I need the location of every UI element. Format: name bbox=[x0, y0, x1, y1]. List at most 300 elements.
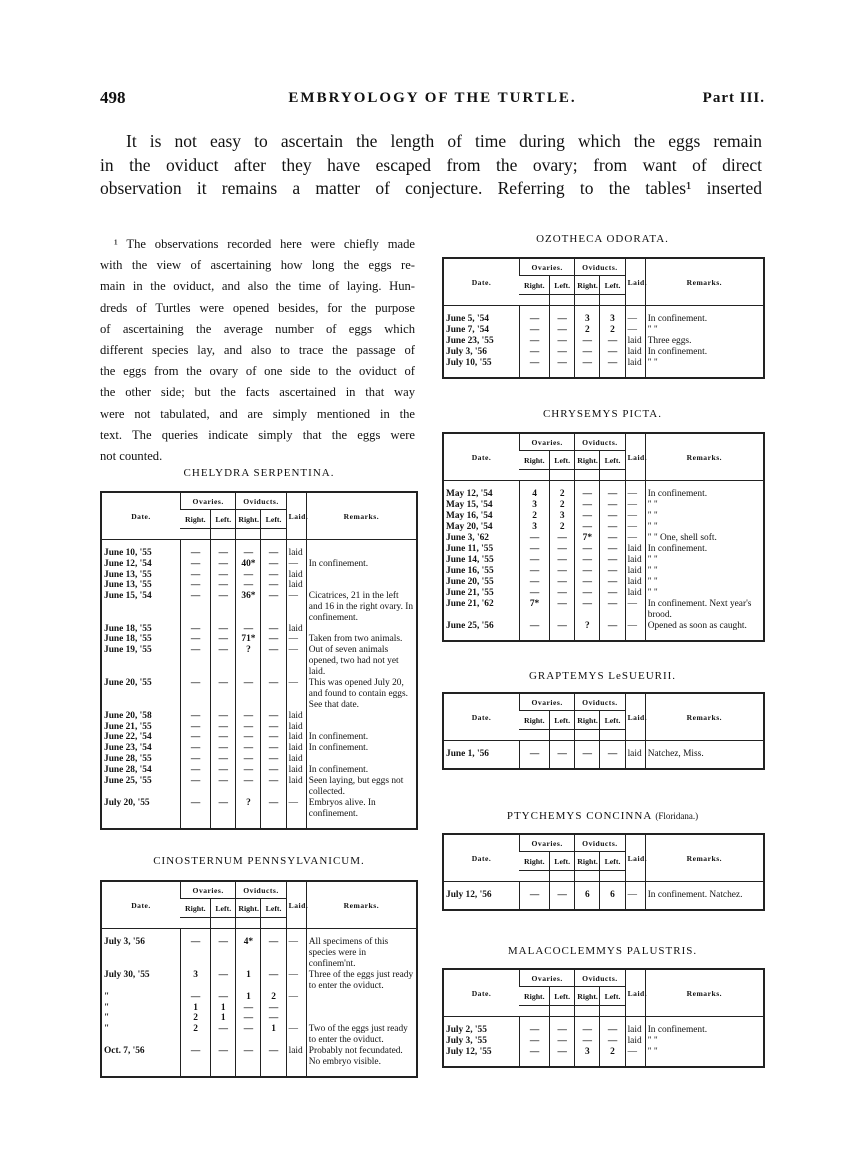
table-cinosternum bbox=[100, 880, 418, 1078]
spacer-cell bbox=[443, 882, 519, 891]
table-row bbox=[443, 347, 764, 358]
cell-date: June 3, '62 bbox=[446, 533, 489, 543]
cell-oviduct-right: — bbox=[236, 711, 261, 722]
cell-oviduct-right: — bbox=[575, 588, 600, 599]
cell-oviduct-left: — bbox=[261, 570, 286, 581]
col-oviduct-right: Right. bbox=[575, 852, 600, 871]
spacer-cell bbox=[236, 1068, 261, 1077]
cell-oviduct-right: — bbox=[236, 580, 261, 591]
spacer-cell bbox=[645, 1058, 764, 1067]
cell-date: June 28, '54 bbox=[104, 764, 152, 775]
col-oviduct-left: Left. bbox=[261, 899, 286, 918]
cell-ovary-left: — bbox=[211, 1046, 236, 1068]
table-title-ozotheca: OZOTHECA ODORATA. bbox=[536, 233, 669, 245]
spacer-row bbox=[443, 882, 764, 891]
cell-remarks: " " bbox=[645, 566, 764, 577]
col-ovaries: Ovaries. bbox=[180, 881, 235, 899]
col-remarks: Remarks. bbox=[306, 881, 417, 929]
footnote-line: the other side; but the facts ascertained in that way bbox=[100, 385, 415, 400]
cell-date: " bbox=[104, 1002, 110, 1013]
table-ozotheca bbox=[442, 257, 765, 379]
table-row bbox=[101, 754, 417, 765]
header-spacer-cell bbox=[180, 529, 210, 540]
cell-laid: — bbox=[625, 489, 645, 500]
col-oviduct-left: Left. bbox=[600, 987, 625, 1006]
cell-ovary-right: 3 bbox=[519, 500, 549, 511]
col-laid: Laid. bbox=[286, 492, 306, 540]
spacer-row bbox=[443, 1017, 764, 1026]
col-oviduct-right: Right. bbox=[575, 276, 600, 295]
spacer-cell bbox=[286, 540, 306, 549]
cell-oviduct-left: — bbox=[261, 678, 286, 711]
cell-laid: laid bbox=[286, 570, 306, 581]
cell-date: June 13, '55 bbox=[104, 580, 152, 590]
cell-date: June 25, '55 bbox=[104, 775, 152, 786]
cell-remarks bbox=[306, 992, 417, 1003]
col-oviduct-right: Right. bbox=[236, 510, 261, 529]
table-row bbox=[101, 798, 417, 820]
cell-oviduct-left: — bbox=[600, 489, 625, 500]
cell-ovary-right: — bbox=[180, 754, 210, 765]
col-laid: Laid. bbox=[625, 693, 645, 741]
cell-date: June 18, '55 bbox=[104, 623, 152, 634]
spacer-cell bbox=[645, 369, 764, 378]
cell-oviduct-right: — bbox=[236, 1046, 261, 1068]
cell-ovary-left: — bbox=[550, 358, 575, 369]
cell-oviduct-right: — bbox=[236, 678, 261, 711]
header-spacer-cell bbox=[261, 529, 286, 540]
cell-date: " bbox=[104, 992, 110, 1002]
cell-oviduct-left: — bbox=[261, 776, 286, 798]
col-oviduct-left: Left. bbox=[600, 451, 625, 470]
spacer-row bbox=[101, 540, 417, 549]
col-ovary-right: Right. bbox=[180, 899, 210, 918]
table-title-chelydra: CHELYDRA SERPENTINA. bbox=[183, 467, 335, 479]
cell-ovary-left: — bbox=[550, 577, 575, 588]
cell-oviduct-right: — bbox=[575, 1036, 600, 1047]
cell-ovary-left: — bbox=[550, 555, 575, 566]
cell-oviduct-right: 71* bbox=[236, 634, 261, 645]
header-spacer-cell bbox=[211, 918, 236, 929]
cell-ovary-left: — bbox=[550, 336, 575, 347]
table-body bbox=[443, 741, 764, 770]
spacer-cell bbox=[519, 306, 549, 315]
cell-ovary-left: — bbox=[211, 624, 236, 635]
header-row bbox=[101, 492, 417, 510]
table-row bbox=[101, 1046, 417, 1068]
cell-remarks: In confinement. bbox=[645, 1025, 764, 1036]
spacer-cell bbox=[600, 741, 625, 750]
header-spacer-cell bbox=[575, 470, 600, 481]
cell-laid: laid bbox=[286, 776, 306, 798]
cell-ovary-left: — bbox=[211, 570, 236, 581]
cell-date: July 30, '55 bbox=[104, 970, 150, 980]
intro-line: It is not easy to ascertain the length of time during which the eggs remain bbox=[126, 131, 762, 151]
cell-date: June 14, '55 bbox=[446, 555, 494, 565]
cell-oviduct-left: — bbox=[600, 1025, 625, 1036]
table-body bbox=[443, 306, 764, 379]
table-row bbox=[443, 544, 764, 555]
cell-oviduct-left: — bbox=[261, 711, 286, 722]
spacer-cell bbox=[625, 741, 645, 750]
spacer-cell bbox=[519, 1058, 549, 1067]
table-title-ptychemys bbox=[440, 810, 765, 822]
spacer-cell bbox=[286, 1068, 306, 1077]
cell-date: June 10, '55 bbox=[104, 548, 152, 558]
header-spacer-cell bbox=[236, 529, 261, 540]
cell-oviduct-left: — bbox=[600, 588, 625, 599]
cell-ovary-left: 1 bbox=[211, 1013, 236, 1024]
cell-laid: laid bbox=[286, 548, 306, 559]
cell-ovary-left: — bbox=[211, 580, 236, 591]
col-ovary-right: Right. bbox=[180, 510, 210, 529]
table-row bbox=[101, 1003, 417, 1014]
table-row bbox=[101, 559, 417, 570]
cell-date: June 20, '55 bbox=[104, 678, 152, 688]
cell-oviduct-right: 4* bbox=[236, 937, 261, 970]
table-row bbox=[443, 566, 764, 577]
footnote-line: dreds of Turtles were opened besides, for the purpose bbox=[100, 300, 415, 315]
spacer-row bbox=[443, 901, 764, 910]
cell-remarks: " " bbox=[645, 555, 764, 566]
spacer-cell bbox=[600, 632, 625, 641]
spacer-row bbox=[101, 820, 417, 829]
cell-remarks bbox=[306, 1013, 417, 1024]
spacer-cell bbox=[550, 741, 575, 750]
cell-remarks: " " bbox=[645, 1047, 764, 1058]
cell-oviduct-right: 36* bbox=[236, 591, 261, 624]
spacer-cell bbox=[600, 369, 625, 378]
cell-remarks: " " bbox=[645, 358, 764, 369]
cell-ovary-left: — bbox=[550, 890, 575, 901]
page-number: 498 bbox=[100, 88, 126, 107]
footnote-line: of ascertaining the average number of eggs which bbox=[100, 321, 415, 336]
cell-ovary-right: — bbox=[180, 711, 210, 722]
header-spacer-cell bbox=[600, 470, 625, 481]
cell-oviduct-left: — bbox=[261, 1046, 286, 1068]
cell-date: July 3, '55 bbox=[446, 1036, 487, 1046]
spacer-cell bbox=[645, 306, 764, 315]
spacer-cell bbox=[600, 760, 625, 769]
cell-remarks: Out of seven animals opened, two had not yet laid. bbox=[306, 645, 417, 678]
cell-ovary-right: — bbox=[180, 732, 210, 743]
cell-date: " bbox=[104, 1023, 110, 1034]
cell-ovary-right: — bbox=[519, 325, 549, 336]
cell-ovary-left: — bbox=[211, 732, 236, 743]
cell-oviduct-right: — bbox=[575, 522, 600, 533]
cell-oviduct-right: — bbox=[575, 489, 600, 500]
cell-oviduct-left: — bbox=[600, 347, 625, 358]
header-spacer-cell bbox=[236, 918, 261, 929]
table-head bbox=[443, 969, 764, 1017]
cell-oviduct-left: — bbox=[600, 555, 625, 566]
footnote-line: ¹ The observations recorded here were chiefly made bbox=[114, 237, 415, 251]
header-spacer-cell bbox=[575, 730, 600, 741]
col-laid: Laid. bbox=[625, 433, 645, 481]
cell-oviduct-left: 2 bbox=[261, 992, 286, 1003]
table-body bbox=[101, 929, 417, 1077]
cell-oviduct-left: — bbox=[261, 732, 286, 743]
cell-laid: laid bbox=[286, 732, 306, 743]
table-row bbox=[443, 314, 764, 325]
col-oviducts: Oviducts. bbox=[236, 492, 286, 510]
col-oviducts: Oviducts. bbox=[575, 969, 625, 987]
cell-oviduct-right: ? bbox=[236, 645, 261, 678]
col-ovary-left: Left. bbox=[550, 987, 575, 1006]
spacer-cell bbox=[550, 632, 575, 641]
cell-ovary-right: 2 bbox=[180, 1013, 210, 1024]
cell-oviduct-right: 3 bbox=[575, 314, 600, 325]
col-oviduct-right: Right. bbox=[575, 711, 600, 730]
cell-laid: — bbox=[286, 1024, 306, 1046]
cell-ovary-right: — bbox=[519, 577, 549, 588]
table-row bbox=[443, 533, 764, 544]
spacer-cell bbox=[550, 481, 575, 490]
cell-date: July 20, '55 bbox=[104, 797, 150, 808]
cell-laid: — bbox=[625, 890, 645, 901]
col-date: Date. bbox=[443, 834, 519, 882]
cell-ovary-left: — bbox=[211, 548, 236, 559]
spacer-cell bbox=[236, 820, 261, 829]
spacer-cell bbox=[101, 1068, 180, 1077]
cell-ovary-left: — bbox=[211, 711, 236, 722]
cell-remarks bbox=[306, 624, 417, 635]
cell-oviduct-right: — bbox=[236, 765, 261, 776]
col-oviduct-left: Left. bbox=[600, 711, 625, 730]
col-ovaries: Ovaries. bbox=[519, 433, 574, 451]
spacer-cell bbox=[625, 901, 645, 910]
intro-paragraph bbox=[100, 130, 762, 201]
cell-ovary-left: — bbox=[211, 743, 236, 754]
spacer-cell bbox=[645, 741, 764, 750]
cell-oviduct-left: 3 bbox=[600, 314, 625, 325]
cell-remarks: Two of the eggs just ready to enter the oviduct. bbox=[306, 1024, 417, 1046]
footnote-line: different species lay, and also to trace the passage of bbox=[100, 343, 415, 358]
spacer-cell bbox=[443, 1058, 519, 1067]
table-row bbox=[101, 678, 417, 711]
spacer-cell bbox=[211, 929, 236, 938]
cell-ovary-right: — bbox=[180, 798, 210, 820]
cell-ovary-left: — bbox=[550, 314, 575, 325]
header-spacer-cell bbox=[261, 918, 286, 929]
cell-remarks bbox=[306, 1003, 417, 1014]
spacer-cell bbox=[306, 1068, 417, 1077]
table-body bbox=[443, 481, 764, 642]
cell-oviduct-right: — bbox=[575, 347, 600, 358]
cell-laid: — bbox=[625, 511, 645, 522]
header-spacer-cell bbox=[519, 871, 549, 882]
footnote-line: text. The queries indicate simply that the eggs were bbox=[100, 427, 415, 442]
spacer-cell bbox=[443, 760, 519, 769]
spacer-cell bbox=[261, 820, 286, 829]
cell-oviduct-left: — bbox=[261, 624, 286, 635]
col-date: Date. bbox=[443, 969, 519, 1017]
cell-ovary-right: 7* bbox=[519, 599, 549, 621]
spacer-cell bbox=[550, 369, 575, 378]
header-spacer-cell bbox=[575, 1006, 600, 1017]
table-row bbox=[443, 1047, 764, 1058]
cell-ovary-left: — bbox=[550, 1047, 575, 1058]
table-ptychemys bbox=[442, 833, 765, 911]
cell-ovary-right: — bbox=[180, 548, 210, 559]
cell-remarks: In confinement. bbox=[645, 314, 764, 325]
cell-remarks: In confinement. bbox=[306, 743, 417, 754]
cell-ovary-right: — bbox=[519, 555, 549, 566]
cell-oviduct-left: 2 bbox=[600, 1047, 625, 1058]
cell-ovary-right: 1 bbox=[180, 1003, 210, 1014]
spacer-cell bbox=[625, 1058, 645, 1067]
spacer-row bbox=[443, 760, 764, 769]
spacer-cell bbox=[180, 1068, 210, 1077]
cell-ovary-left: — bbox=[211, 591, 236, 624]
intro-line: in the oviduct after they have escaped from the ovary; from want of direct bbox=[100, 154, 762, 175]
cell-remarks: In confinement. bbox=[645, 489, 764, 500]
cell-remarks: Opened as soon as caught. bbox=[645, 621, 764, 632]
cell-laid: — bbox=[286, 591, 306, 624]
table-body bbox=[443, 1017, 764, 1068]
header-spacer-cell bbox=[550, 470, 575, 481]
col-date: Date. bbox=[443, 258, 519, 306]
cell-ovary-right: — bbox=[180, 624, 210, 635]
cell-date: June 28, '55 bbox=[104, 754, 152, 764]
table-row bbox=[443, 577, 764, 588]
spacer-row bbox=[443, 1058, 764, 1067]
table-row bbox=[101, 1024, 417, 1046]
cell-oviduct-right: 6 bbox=[575, 890, 600, 901]
cell-remarks: In confinement. bbox=[306, 765, 417, 776]
cell-oviduct-right: — bbox=[575, 599, 600, 621]
table-title-graptemys: GRAPTEMYS LeSUEURII. bbox=[528, 670, 677, 682]
cell-laid: — bbox=[286, 645, 306, 678]
header-row bbox=[443, 834, 764, 852]
cell-ovary-left: — bbox=[211, 798, 236, 820]
cell-laid: — bbox=[625, 533, 645, 544]
cell-ovary-right: 2 bbox=[180, 1024, 210, 1046]
col-remarks: Remarks. bbox=[645, 834, 764, 882]
cell-oviduct-right: — bbox=[236, 1003, 261, 1014]
table-row bbox=[443, 621, 764, 632]
cell-oviduct-right: — bbox=[236, 776, 261, 798]
cell-date: May 12, '54 bbox=[446, 489, 493, 499]
cell-remarks: Probably not fecundated. No embryo visible. bbox=[306, 1046, 417, 1068]
cell-date: Oct. 7, '56 bbox=[104, 1045, 145, 1056]
cell-remarks: " " bbox=[645, 511, 764, 522]
cell-oviduct-right: — bbox=[236, 570, 261, 581]
spacer-cell bbox=[645, 632, 764, 641]
col-ovary-left: Left. bbox=[550, 276, 575, 295]
cell-oviduct-right: — bbox=[575, 511, 600, 522]
cell-laid: laid bbox=[286, 754, 306, 765]
cell-laid: — bbox=[625, 500, 645, 511]
cell-ovary-left: — bbox=[211, 559, 236, 570]
cell-laid: laid bbox=[286, 743, 306, 754]
spacer-cell bbox=[443, 901, 519, 910]
cell-oviduct-left: — bbox=[600, 599, 625, 621]
cell-ovary-left: — bbox=[550, 347, 575, 358]
cell-ovary-right: 2 bbox=[519, 511, 549, 522]
cell-oviduct-left: — bbox=[600, 522, 625, 533]
cell-laid: laid bbox=[286, 1046, 306, 1068]
cell-laid: laid bbox=[286, 624, 306, 635]
table-graptemys bbox=[442, 692, 765, 770]
intro-line: observation it remains a matter of conjecture. Referring to the tables¹ inserted bbox=[100, 178, 762, 198]
table-row bbox=[101, 743, 417, 754]
cell-ovary-right: — bbox=[519, 566, 549, 577]
cell-ovary-right: — bbox=[519, 588, 549, 599]
col-date: Date. bbox=[101, 881, 180, 929]
spacer-cell bbox=[306, 540, 417, 549]
spacer-cell bbox=[575, 741, 600, 750]
spacer-cell bbox=[519, 1017, 549, 1026]
spacer-cell bbox=[575, 901, 600, 910]
cell-oviduct-left: — bbox=[261, 970, 286, 992]
spacer-cell bbox=[261, 1068, 286, 1077]
cell-ovary-right: 3 bbox=[180, 970, 210, 992]
spacer-cell bbox=[519, 901, 549, 910]
cell-oviduct-left: — bbox=[600, 358, 625, 369]
cell-ovary-left: — bbox=[550, 544, 575, 555]
cell-laid: laid bbox=[286, 765, 306, 776]
cell-remarks: Cicatrices, 21 in the left and 16 in the right ovary. In confinement. bbox=[306, 591, 417, 624]
cell-ovary-left: — bbox=[211, 722, 236, 733]
header-spacer-cell bbox=[519, 470, 549, 481]
spacer-cell bbox=[101, 540, 180, 549]
spacer-cell bbox=[180, 820, 210, 829]
spacer-cell bbox=[443, 1017, 519, 1026]
cell-date: June 18, '55 bbox=[104, 634, 152, 644]
cell-ovary-left: — bbox=[211, 1024, 236, 1046]
spacer-cell bbox=[600, 306, 625, 315]
cell-oviduct-left: — bbox=[261, 548, 286, 559]
header-row bbox=[101, 881, 417, 899]
table-head bbox=[443, 258, 764, 306]
footnote-line: with the view of ascertaining how long the eggs re- bbox=[100, 258, 415, 273]
spacer-cell bbox=[575, 369, 600, 378]
spacer-cell bbox=[550, 1058, 575, 1067]
table-row bbox=[443, 489, 764, 500]
table-row bbox=[443, 325, 764, 336]
table-row bbox=[443, 749, 764, 760]
spacer-cell bbox=[645, 901, 764, 910]
cell-date: July 12, '56 bbox=[446, 890, 492, 900]
spacer-cell bbox=[550, 1017, 575, 1026]
cell-oviduct-left: — bbox=[261, 559, 286, 570]
spacer-cell bbox=[600, 882, 625, 891]
spacer-row bbox=[101, 1068, 417, 1077]
cell-ovary-left: — bbox=[211, 776, 236, 798]
spacer-cell bbox=[550, 901, 575, 910]
cell-ovary-right: — bbox=[180, 570, 210, 581]
cell-oviduct-right: — bbox=[575, 358, 600, 369]
cell-laid: laid bbox=[286, 580, 306, 591]
cell-oviduct-right: — bbox=[575, 544, 600, 555]
cell-ovary-right: — bbox=[180, 776, 210, 798]
header-spacer-cell bbox=[550, 871, 575, 882]
cell-oviduct-left: — bbox=[261, 754, 286, 765]
spacer-cell bbox=[286, 820, 306, 829]
cell-laid: — bbox=[625, 522, 645, 533]
header-spacer-cell bbox=[180, 918, 210, 929]
table-head bbox=[101, 881, 417, 929]
cell-date: June 21, '55 bbox=[446, 588, 494, 598]
cell-ovary-left: — bbox=[211, 645, 236, 678]
col-ovary-right: Right. bbox=[519, 451, 549, 470]
spacer-row bbox=[443, 632, 764, 641]
cell-ovary-right: — bbox=[519, 621, 549, 632]
cell-ovary-right: — bbox=[519, 1047, 549, 1058]
cell-ovary-left: 1 bbox=[211, 1003, 236, 1014]
cell-remarks: Three of the eggs just ready to enter the oviduct. bbox=[306, 970, 417, 992]
